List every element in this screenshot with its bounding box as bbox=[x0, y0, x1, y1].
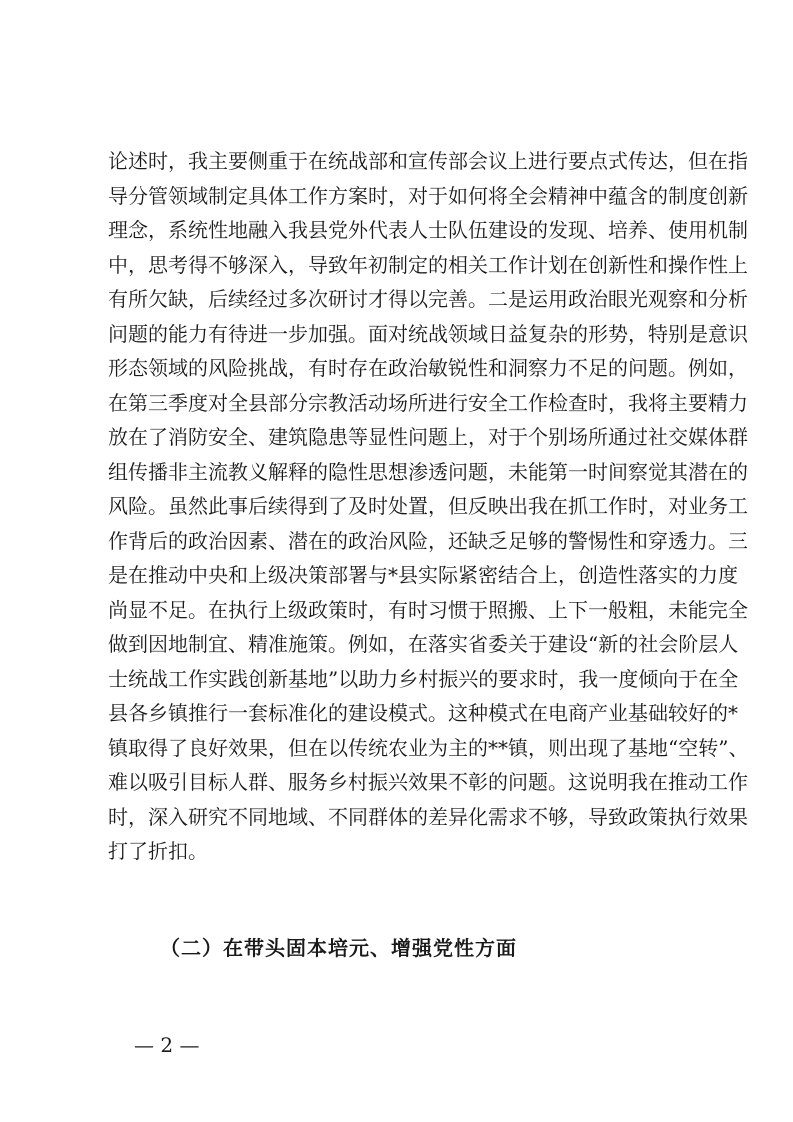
paragraph-line: 风险。虽然此事后续得到了及时处置，但反映出我在抓工作时，对业务工 bbox=[108, 494, 748, 518]
paragraph-line: 县各乡镇推行一套标准化的建设模式。这种模式在电商产业基础较好的* bbox=[108, 701, 738, 725]
paragraph-line: 中，思考得不够深入，导致年初制定的相关工作计划在创新性和操作性上 bbox=[108, 252, 748, 277]
paragraph-line: 是在推动中央和上级决策部署与*县实际紧密结合上，创造性落实的力度 bbox=[108, 563, 738, 587]
paragraph-line: 导分管领域制定具体工作方案时，对于如何将全会精神中蕴含的制度创新 bbox=[108, 183, 748, 208]
paragraph-line: 时，深入研究不同地域、不同群体的差异化需求不够，导致政策执行效果 bbox=[108, 804, 748, 829]
paragraph-line: 论述时，我主要侧重于在统战部和宣传部会议上进行要点式传达，但在指 bbox=[108, 149, 748, 173]
paragraph-line: 形态领域的风险挑战，有时存在政治敏锐性和洞察力不足的问题。例如， bbox=[108, 356, 748, 380]
paragraph-line: 有所欠缺，后续经过多次研讨才得以完善。二是运用政治眼光观察和分析 bbox=[108, 287, 748, 311]
paragraph-line: 难以吸引目标人群、服务乡村振兴效果不彰的问题。这说明我在推动工作 bbox=[108, 770, 748, 794]
paragraph-line: 士统战工作实践创新基地”以助力乡村振兴的要求时，我一度倾向于在全 bbox=[108, 666, 739, 691]
paragraph-line: 打了折扣。 bbox=[108, 839, 208, 863]
paragraph-line: 做到因地制宜、精准施策。例如，在落实省委关于建设“新的社会阶层人 bbox=[108, 632, 739, 656]
body-paragraph bbox=[108, 144, 749, 869]
paragraph-line: 镇取得了良好效果，但在以传统农业为主的**镇，则出现了基地“空转”、 bbox=[108, 735, 749, 760]
paragraph-line: 组传播非主流教义解释的隐性思想渗透问题，未能第一时间察觉其潜在的 bbox=[108, 459, 748, 484]
paragraph-line: 问题的能力有待进一步加强。面对统战领域日益复杂的形势，特别是意识 bbox=[108, 321, 748, 346]
paragraph-line: 放在了消防安全、建筑隐患等显性问题上，对于个别场所通过社交媒体群 bbox=[108, 425, 748, 449]
paragraph-line: 作背后的政治因素、潜在的政治风险，还缺乏足够的警惕性和穿透力。三 bbox=[108, 528, 748, 553]
page-number: — 2 — bbox=[134, 1033, 200, 1057]
paragraph-line: 理念，系统性地融入我县党外代表人士队伍建设的发现、培养、使用机制 bbox=[108, 218, 748, 242]
paragraph-line: 尚显不足。在执行上级政策时，有时习惯于照搬、上下一般粗，未能完全 bbox=[108, 597, 748, 622]
paragraph-line: 在第三季度对全县部分宗教活动场所进行安全工作检查时，我将主要精力 bbox=[108, 390, 748, 415]
section-heading: （二）在带头固本培元、增强党性方面 bbox=[160, 936, 517, 960]
